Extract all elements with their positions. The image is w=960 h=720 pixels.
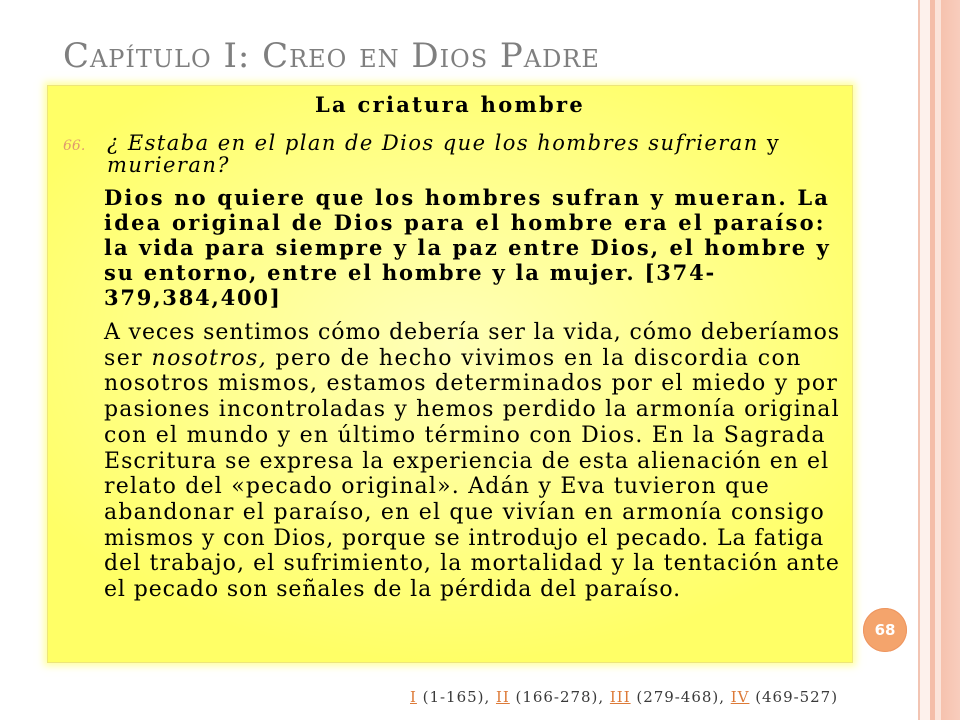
commentary-text: pero de hecho vivimos en la discordia con bbox=[267, 345, 802, 371]
answer-line: idea original de Dios para el hombre era el paraíso: bbox=[104, 210, 826, 235]
commentary-line: pasiones incontroladas y hemos perdido la armonía original bbox=[104, 397, 840, 423]
commentary-line: con el mundo y en último término con Dios. En la Sagrada bbox=[104, 422, 826, 448]
answer-line: la vida para siempre y la paz entre Dios, el hombre y bbox=[104, 235, 831, 260]
footer-range: (1-165), bbox=[422, 688, 491, 706]
question-text-italic: ¿ Estaba en el plan de Dios que los hombres sufrieran bbox=[107, 131, 759, 155]
commentary-line: relato del «pecado original». Adán y Eva tuvieron que bbox=[104, 474, 770, 500]
commentary-line: Escritura se expresa la experiencia de esta alienación en el bbox=[104, 448, 830, 474]
question-line: murieran? bbox=[107, 153, 231, 177]
commentary-line: mismos y con Dios, porque se introdujo el pecado. La fatiga bbox=[104, 525, 825, 551]
slide-title: Capítulo I: Creo en Dios Padre bbox=[63, 36, 600, 76]
footer-range: (166-278), bbox=[515, 688, 605, 706]
decorative-border-stripes bbox=[918, 0, 960, 720]
question bbox=[107, 132, 780, 176]
footer-link-volume-4[interactable]: IV bbox=[730, 688, 750, 706]
commentary-text-italic: nosotros, bbox=[151, 345, 268, 371]
commentary-line: el pecado son señales de la pérdida del paraíso. bbox=[104, 577, 682, 603]
commentary-text: ser bbox=[104, 345, 152, 371]
commentary-line: nosotros mismos, estamos determinados por el miedo y por bbox=[104, 371, 839, 397]
question-line bbox=[107, 132, 780, 154]
commentary-paragraph bbox=[104, 320, 840, 603]
page-number-badge bbox=[863, 608, 907, 652]
answer-line: Dios no quiere que los hombres sufran y mueran. La bbox=[104, 185, 831, 210]
footer-range: (469-527) bbox=[755, 688, 839, 706]
page-number: 68 bbox=[874, 621, 896, 639]
answer-line: su entorno, entre el hombre y la mujer. [374- bbox=[104, 260, 716, 285]
answer-paragraph bbox=[104, 185, 831, 310]
content-heading bbox=[48, 92, 852, 117]
answer-line: 379,384,400] bbox=[104, 285, 282, 310]
commentary-line: abandonar el paraíso, en el que vivían en armonía consigo bbox=[104, 499, 825, 525]
question-text-upright: y bbox=[758, 131, 781, 155]
question-number: 66. bbox=[63, 138, 86, 154]
footer-volume-links bbox=[410, 688, 838, 706]
footer-link-volume-3[interactable]: III bbox=[609, 688, 631, 706]
footer-link-volume-2[interactable]: II bbox=[495, 688, 510, 706]
commentary-line: A veces sentimos cómo debería ser la vida, cómo deberíamos bbox=[104, 320, 840, 345]
footer-link-volume-1[interactable]: I bbox=[410, 688, 417, 706]
footer-range: (279-468), bbox=[636, 688, 725, 706]
commentary-line: del trabajo, el sufrimiento, la mortalidad y la tentación ante bbox=[104, 551, 840, 577]
commentary-line bbox=[104, 346, 802, 372]
content-heading-text: La criatura hombre bbox=[314, 92, 586, 117]
